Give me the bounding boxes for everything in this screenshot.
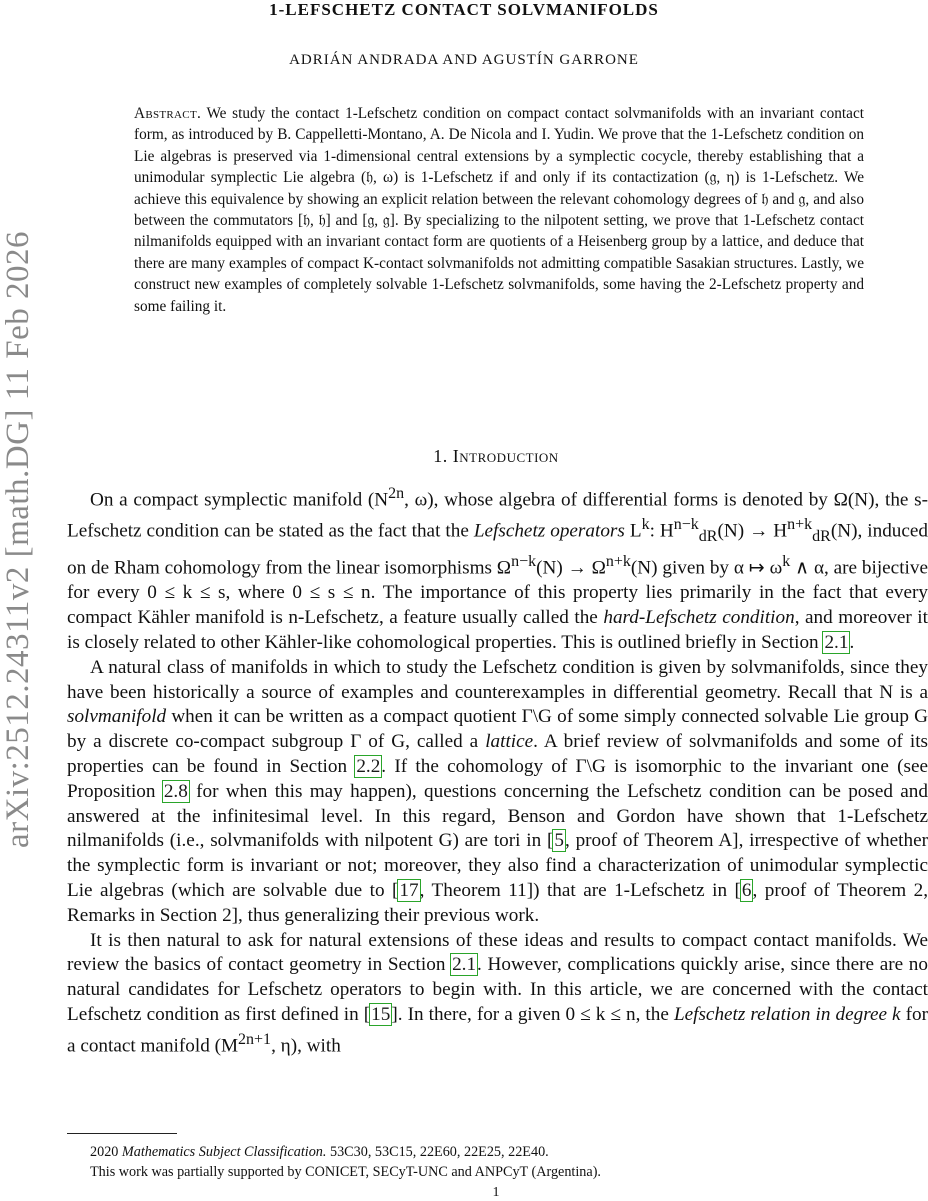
page-number: 1 <box>492 1185 500 1200</box>
section-ref-link[interactable]: 2.2 <box>356 755 381 777</box>
section-ref-link[interactable]: 2.1 <box>824 631 849 653</box>
abstract-label: Abstract. <box>134 105 202 122</box>
section-number: 1. <box>433 446 448 466</box>
msc-footnote: 2020 Mathematics Subject Classification. 53C30, 53C15, 22E60, 22E25, 22E40. <box>90 1144 549 1160</box>
citation-link[interactable]: 15 <box>371 1003 391 1025</box>
paper-title: 1-LEFSCHETZ CONTACT SOLVMANIFOLDS <box>269 0 659 19</box>
section-ref-link[interactable]: 2.1 <box>452 954 477 976</box>
citation-link[interactable]: 5 <box>554 830 564 852</box>
citation-link[interactable]: 6 <box>741 879 752 901</box>
footnote-rule <box>67 1133 177 1134</box>
arxiv-side-identifier: arXiv:2512.24311v2 [math.DG] 11 Feb 2026 <box>0 231 36 849</box>
abstract <box>134 103 864 317</box>
body-text <box>67 482 928 1059</box>
abstract-text: We study the contact 1-Lefschetz condition on compact contact solvmanifolds with an invariant contact form, as introduced by B. Cappelletti-Montano, A. De Nicola and I. Yudin. We prove that the 1-Lefschetz condition on Lie algebras is preserved via 1-dimensional central extensions by a symplectic cocycle, thereby establishing that a unimodular symplectic Lie algebra (𝔥, ω) is 1-Lefschetz if and only if its contactization (𝔤, η) is 1-Lefschetz. We achieve this equivalence by showing an explicit relation between the relevant cohomology degrees of 𝔥 and 𝔤, and also between the commutators [𝔥, 𝔥] and [𝔤, 𝔤]. By specializing to the nilpotent setting, we prove that 1-Lefschetz contact nilmanifolds equipped with an invariant contact form are quotients of a Heisenberg group by a lattice, and deduce that there are many examples of compact K-contact solvmanifolds not admitting compatible Sasakian structures. Lastly, we construct new examples of completely solvable 1-Lefschetz solvmanifolds, some having the 2-Lefschetz property and some failing it. <box>134 105 864 315</box>
section-title: Introduction <box>452 446 559 466</box>
proposition-ref-link[interactable]: 2.8 <box>163 780 188 802</box>
paragraph-1: On a compact symplectic manifold ($N^{2n}$, ω), whose algebra of differential forms is denoted by Ω(N), the s-Lefschetz condition can be stated as the fact that the Lefschetz operators $L^k$: $H^{n-k}_{dR}(N) \to H^{n+k}_{dR}(N)$, induced on de Rham cohomology from the linear isomorphisms $\Omega^{n-k}(N) \to \Omega^{n+k}(N)$ given by α ↦ $\omega^k$ ∧ α, are bijective for every 0 ≤ k ≤ s, where 0 ≤ s ≤ n. The importance of this property lies primarily in the fact that every compact Kähler manifold is n-Lefschetz, a feature usually called the hard-Lefschetz condition, and moreover it is closely related to other Kähler-like cohomological properties. This is outlined briefly in Section 2.1. <box>67 485 928 653</box>
paragraph-3: It is then natural to ask for natural extensions of these ideas and results to compact contact manifolds. We review the basics of contact geometry in Section 2.1. However, complications quickly arise, since there are no natural candidates for Lefschetz operators to begin with. In this article, we are concerned with the contact Lefschetz condition as first defined in [15]. In there, for a given 0 ≤ k ≤ n, the Lefschetz relation in degree k for a contact manifold ($M^{2n+1}$, η), with <box>67 929 928 1057</box>
section-heading <box>0 446 928 467</box>
support-footnote: This work was partially supported by CONICET, SECyT-UNC and ANPCyT (Argentina). <box>90 1164 601 1180</box>
footnotes <box>67 1142 928 1182</box>
paragraph-2: A natural class of manifolds in which to study the Lefschetz condition is given by solvmanifolds, since they have been historically a source of examples and counterexamples in differential geometry. Recall that N is a solvmanifold when it can be written as a compact quotient Γ\G of some simply connected solvable Lie group G by a discrete co-compact subgroup Γ of G, called a lattice. A brief review of solvmanifolds and some of its properties can be found in Section 2.2. If the cohomology of Γ\G is isomorphic to the invariant one (see Proposition 2.8 for when this may happen), questions concerning the Lefschetz condition can be posed and answered at the infinitesimal level. In this regard, Benson and Gordon have shown that 1-Lefschetz nilmanifolds (i.e., solvmanifolds with nilpotent G) are tori in [5, proof of Theorem A], irrespective of whether the symplectic form is invariant or not; moreover, they also find a characterization of unimodular symplectic Lie algebras (which are solvable due to [17, Theorem 11]) that are 1-Lefschetz in [6, proof of Theorem 2, Remarks in Section 2], thus generalizing their previous work. <box>67 656 928 926</box>
paper-authors: ADRIÁN ANDRADA AND AGUSTÍN GARRONE <box>289 52 639 68</box>
citation-link[interactable]: 17 <box>399 879 419 901</box>
